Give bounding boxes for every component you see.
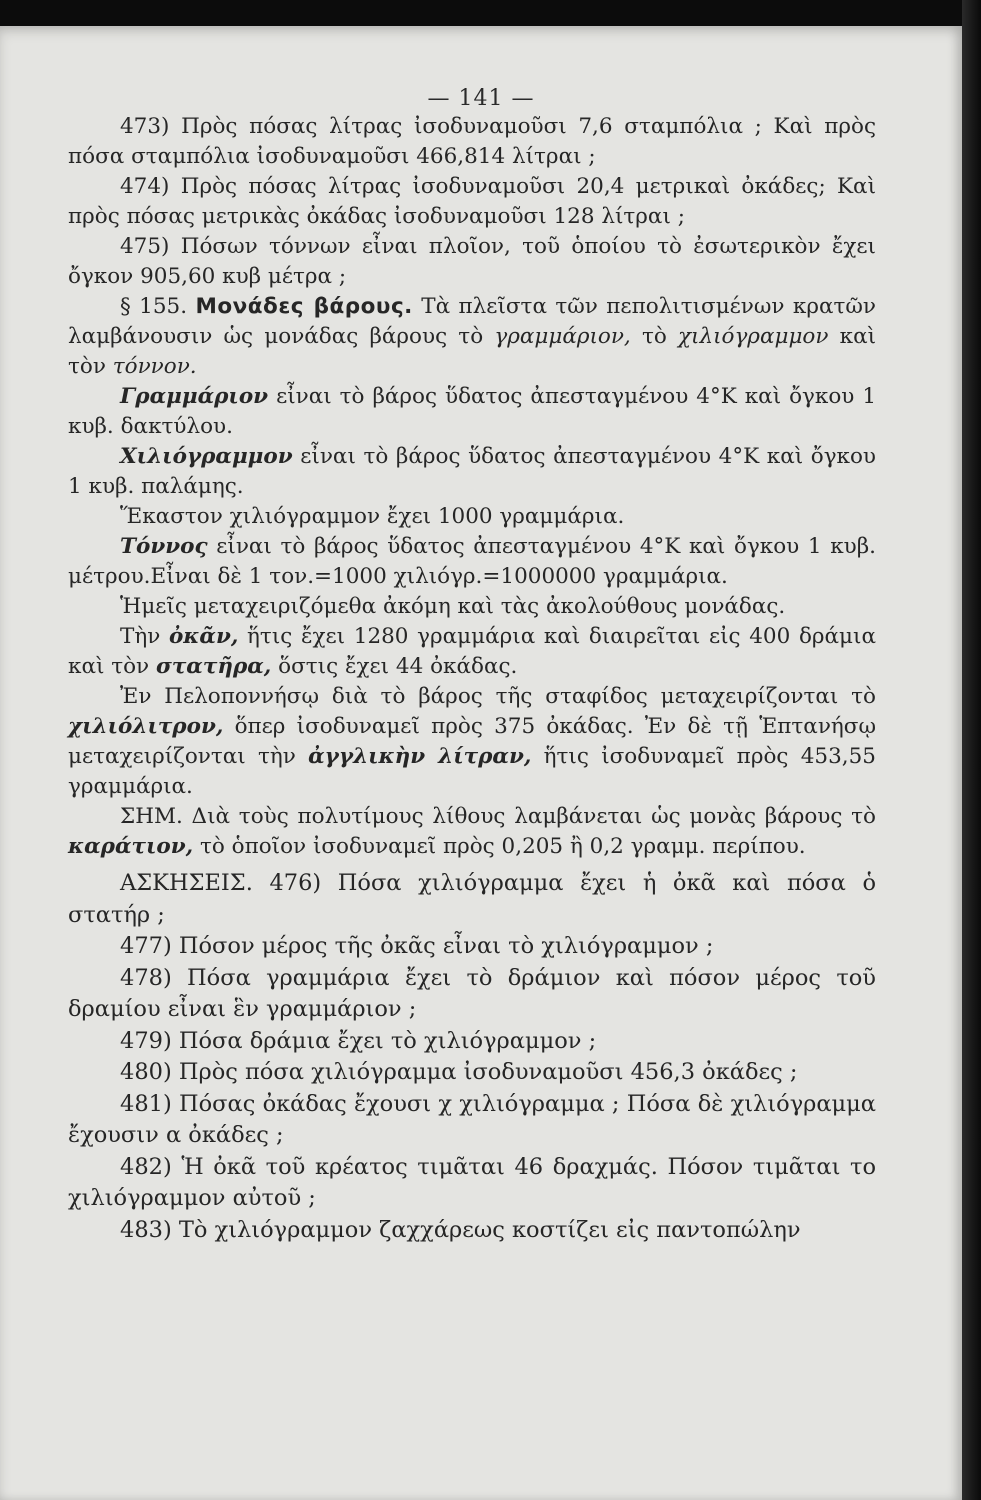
term-tonne: τόννον. <box>112 354 197 379</box>
problem-473: 473) Πρὸς πόσας λίτρας ἰσοδυναμοῦσι 7,6 σταμπόλια ; Καὶ πρὸς πόσα σταμπόλια ἰσοδυναμοῦσι 466,814 λίτραι ; <box>68 114 876 169</box>
term-carat: καράτιον, <box>68 834 194 859</box>
kilogram-grams: Ἕκαστον χιλιόγραμμον ἔχει 1000 γραμμάρια. <box>120 504 625 529</box>
problem-475: 475) Πόσων τόννων εἶναι πλοῖον, τοῦ ὁποίου τὸ ἐσωτερικὸν ἔχει ὄγκον 905,60 κυβ μέτρα ; <box>68 234 876 289</box>
problem-474: 474) Πρὸς πόσας λίτρας ἰσοδυναμοῦσι 20,4 μετρικαὶ ὀκάδες; Καὶ πρὸς πόσας μετρικὰς ὀκάδας ἰσοδυναμοῦσι 128 λίτραι ; <box>68 174 876 229</box>
section-text: Τὰ πλεῖστα τῶν πεπολιτισμένων κρατῶν λαμβάνουσιν ὡς μονάδας βάρους τὸ <box>68 294 876 349</box>
section-number: § 155. <box>120 294 188 319</box>
oka-paragraph <box>68 622 876 682</box>
peloponnese-paragraph <box>68 682 876 802</box>
definition-text: εἶναι τὸ βάρος ὕδατος ἀπεσταγμένου 4°K καὶ ὄγκου 1 κυβ. παλάμης. <box>68 444 876 499</box>
problem-477: 477) Πόσον μέρος τῆς ὀκᾶς εἶναι τὸ χιλιόγραμμον ; <box>120 933 714 959</box>
definition-term: Χιλιόγραμμον <box>120 444 293 469</box>
term-english-pound: ἀγγλικὴν λίτραν, <box>308 744 532 769</box>
definition-kilogram <box>68 442 876 502</box>
problem-482: 482) Ἡ ὀκᾶ τοῦ κρέατος τιμᾶται 46 δραχμάς. Πόσον τιμᾶται το χιλιόγραμμον αὐτοῦ ; <box>68 1153 876 1211</box>
term-chiliolitron: χιλιόλιτρον, <box>68 714 224 739</box>
oka-text: Τὴν <box>120 624 161 649</box>
definition-term: Τόννος <box>120 534 208 559</box>
definition-term: Γραμμάριον <box>120 384 269 409</box>
page-number: — 141 — <box>427 86 535 111</box>
term-kilogram: χιλιόγραμμον <box>678 324 829 349</box>
definition-gram <box>68 382 876 442</box>
section-155 <box>68 292 876 382</box>
note-text: ΣΗΜ. Διὰ τοὺς πολυτίμους λίθους λαμβάνεται ὡς μονὰς βάρους τὸ <box>120 804 876 829</box>
problem-479: 479) Πόσα δράμια ἔχει τὸ χιλιόγραμμον ; <box>120 1027 597 1054</box>
oka-text: ὅστις ἔχει 44 ὀκάδας. <box>278 654 518 679</box>
term-stater: στατῆρα, <box>155 654 272 679</box>
section-text: τὸ <box>641 324 667 349</box>
definition-tonne <box>68 532 876 592</box>
term-gram: γραμμάριον, <box>494 324 631 349</box>
oka-text: ἥτις ἔχει 1280 γραμμάρια καὶ διαιρεῖται εἰς 400 δράμια καὶ τὸν <box>68 624 876 679</box>
peloponnese-text: ἥτις ἰσοδυναμεῖ πρὸς 453,55 γραμμάρια. <box>68 744 876 799</box>
note-paragraph <box>68 802 876 862</box>
problem-483: 483) Τὸ χιλιόγραμμον ζαχχάρεως κοστίζει εἰς παντοπώλην <box>120 1216 801 1243</box>
problem-480: 480) Πρὸς πόσα χιλιόγραμμα ἰσοδυναμοῦσι 456,3 ὀκάδες ; <box>120 1059 798 1085</box>
problem-476: ΑΣΚΗΣΕΙΣ. 476) Πόσα χιλιόγραμμα ἔχει ἡ ὀκᾶ καὶ πόσα ὁ στατήρ ; <box>68 870 876 928</box>
book-edge <box>962 0 981 1500</box>
problem-481: 481) Πόσας ὀκάδας ἔχουσι χ χιλιόγραμμα ; Πόσα δὲ χιλιόγραμμα ἔχουσιν α ὀκάδες ; <box>68 1090 876 1148</box>
definition-text: εἶναι τὸ βάρος ὕδατος ἀπεσταγμένου 4°K καὶ ὄγκου 1 κυβ. δακτύλου. <box>68 384 876 439</box>
page-body <box>68 112 876 1246</box>
problem-478: 478) Πόσα γραμμάρια ἔχει τὸ δράμιον καὶ πόσον μέρος τοῦ δραμίου εἶναι ἓν γραμμάριον ; <box>68 964 876 1022</box>
definition-text: εἶναι τὸ βάρος ὕδατος ἀπεσταγμένου 4°K καὶ ὄγκου 1 κυβ. μέτρου.Εἶναι δὲ 1 τον.=1000 χιλιόγρ.=1000000 γραμμάρια. <box>68 534 876 589</box>
peloponnese-text: ὅπερ ἰσοδυναμεῖ πρὸς 375 ὀκάδας. Ἐν δὲ τῇ Ἑπτανήσῳ μεταχειρίζονται τὴν <box>68 714 876 769</box>
local-units-intro: Ἡμεῖς μεταχειριζόμεθα ἀκόμη καὶ τὰς ἀκολούθους μονάδας. <box>120 594 786 619</box>
term-oka: ὀκᾶν, <box>168 624 239 649</box>
section-heading: Μονάδες βάρους. <box>195 294 413 319</box>
section-text: καὶ τὸν <box>68 324 877 379</box>
peloponnese-text: Ἐν Πελοποννήσῳ διὰ τὸ βάρος τῆς σταφίδος μεταχειρίζονται τὸ <box>120 684 876 709</box>
note-text: τὸ ὁποῖον ἰσοδυναμεῖ πρὸς 0,205 ἢ 0,2 γραμμ. περίπου. <box>199 834 806 859</box>
